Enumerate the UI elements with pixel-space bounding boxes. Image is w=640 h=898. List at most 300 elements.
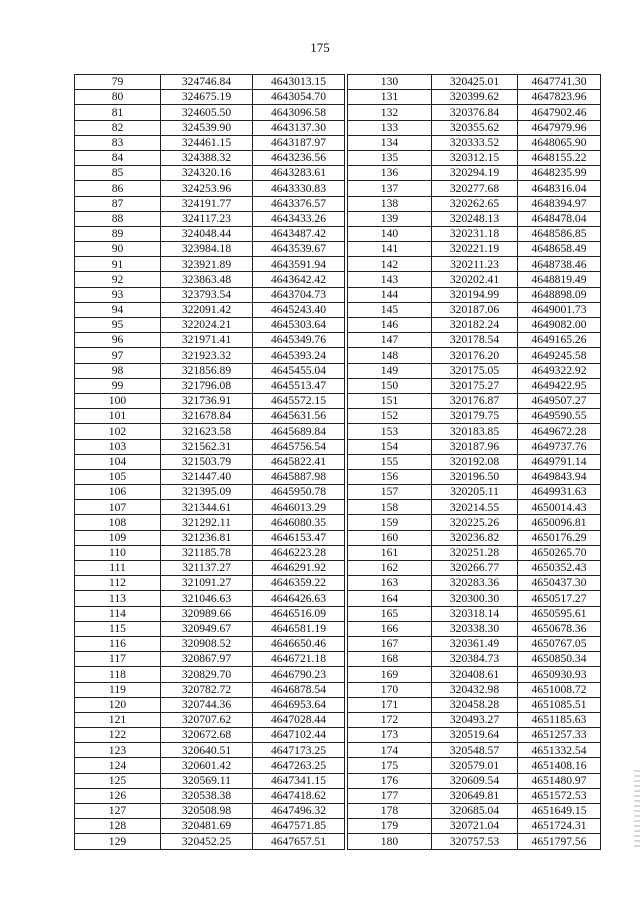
table-cell-point-number: 127 bbox=[75, 804, 161, 819]
table-cell-x-coordinate: 320579.01 bbox=[432, 758, 518, 773]
table-cell-x-coordinate: 320194.99 bbox=[432, 287, 518, 302]
table-cell-x-coordinate: 323793.54 bbox=[161, 287, 253, 302]
table-cell-x-coordinate: 320399.62 bbox=[432, 90, 518, 105]
table-cell-y-coordinate: 4645572.15 bbox=[253, 393, 345, 408]
table-row bbox=[75, 409, 601, 424]
table-cell-point-number: 141 bbox=[348, 242, 432, 257]
table-cell-y-coordinate: 4645243.40 bbox=[253, 302, 345, 317]
table-row bbox=[75, 576, 601, 591]
table-cell-y-coordinate: 4651332.54 bbox=[518, 743, 601, 758]
table-row bbox=[75, 105, 601, 120]
table-row bbox=[75, 530, 601, 545]
table-cell-y-coordinate: 4645513.47 bbox=[253, 378, 345, 393]
table-cell-point-number: 179 bbox=[348, 819, 432, 834]
table-cell-x-coordinate: 320205.11 bbox=[432, 485, 518, 500]
table-cell-point-number: 86 bbox=[75, 181, 161, 196]
table-cell-point-number: 117 bbox=[75, 652, 161, 667]
table-cell-x-coordinate: 320757.53 bbox=[432, 834, 518, 849]
table-row bbox=[75, 500, 601, 515]
table-cell-y-coordinate: 4646291.92 bbox=[253, 561, 345, 576]
table-cell-y-coordinate: 4643487.42 bbox=[253, 226, 345, 241]
table-cell-y-coordinate: 4651185.63 bbox=[518, 712, 601, 727]
table-cell-x-coordinate: 322091.42 bbox=[161, 302, 253, 317]
table-cell-x-coordinate: 321971.41 bbox=[161, 333, 253, 348]
table-cell-x-coordinate: 320175.05 bbox=[432, 363, 518, 378]
table-row bbox=[75, 819, 601, 834]
table-cell-point-number: 159 bbox=[348, 515, 432, 530]
table-cell-y-coordinate: 4648478.04 bbox=[518, 211, 601, 226]
table-row bbox=[75, 348, 601, 363]
table-cell-x-coordinate: 320908.52 bbox=[161, 636, 253, 651]
table-cell-y-coordinate: 4650767.05 bbox=[518, 636, 601, 651]
table-cell-point-number: 163 bbox=[348, 576, 432, 591]
table-row bbox=[75, 363, 601, 378]
table-row bbox=[75, 697, 601, 712]
table-cell-y-coordinate: 4651008.72 bbox=[518, 682, 601, 697]
table-cell-y-coordinate: 4646359.22 bbox=[253, 576, 345, 591]
table-row bbox=[75, 591, 601, 606]
table-cell-x-coordinate: 321678.84 bbox=[161, 409, 253, 424]
table-cell-x-coordinate: 322024.21 bbox=[161, 318, 253, 333]
table-row bbox=[75, 621, 601, 636]
table-cell-x-coordinate: 320452.25 bbox=[161, 834, 253, 849]
table-cell-point-number: 150 bbox=[348, 378, 432, 393]
table-row bbox=[75, 773, 601, 788]
table-cell-x-coordinate: 320338.30 bbox=[432, 621, 518, 636]
table-cell-x-coordinate: 320196.50 bbox=[432, 469, 518, 484]
table-row bbox=[75, 515, 601, 530]
table-cell-x-coordinate: 320266.77 bbox=[432, 561, 518, 576]
table-cell-y-coordinate: 4647902.46 bbox=[518, 105, 601, 120]
table-cell-y-coordinate: 4649791.14 bbox=[518, 454, 601, 469]
table-cell-x-coordinate: 320202.41 bbox=[432, 272, 518, 287]
table-cell-x-coordinate: 320176.20 bbox=[432, 348, 518, 363]
table-cell-x-coordinate: 323921.89 bbox=[161, 257, 253, 272]
table-cell-y-coordinate: 4643054.70 bbox=[253, 90, 345, 105]
table-cell-point-number: 158 bbox=[348, 500, 432, 515]
table-cell-x-coordinate: 321503.79 bbox=[161, 454, 253, 469]
table-cell-x-coordinate: 321137.27 bbox=[161, 561, 253, 576]
table-cell-x-coordinate: 324605.50 bbox=[161, 105, 253, 120]
table-row bbox=[75, 606, 601, 621]
table-cell-x-coordinate: 320432.98 bbox=[432, 682, 518, 697]
table-row bbox=[75, 561, 601, 576]
table-row bbox=[75, 287, 601, 302]
table-cell-y-coordinate: 4651408.16 bbox=[518, 758, 601, 773]
table-cell-x-coordinate: 320685.04 bbox=[432, 804, 518, 819]
table-cell-point-number: 110 bbox=[75, 545, 161, 560]
table-cell-x-coordinate: 324191.77 bbox=[161, 196, 253, 211]
table-cell-x-coordinate: 320867.97 bbox=[161, 652, 253, 667]
table-cell-point-number: 138 bbox=[348, 196, 432, 211]
table-cell-x-coordinate: 320318.14 bbox=[432, 606, 518, 621]
table-cell-point-number: 149 bbox=[348, 363, 432, 378]
table-cell-point-number: 175 bbox=[348, 758, 432, 773]
table-row bbox=[75, 743, 601, 758]
table-cell-x-coordinate: 320283.36 bbox=[432, 576, 518, 591]
table-cell-point-number: 114 bbox=[75, 606, 161, 621]
table-cell-point-number: 132 bbox=[348, 105, 432, 120]
table-cell-point-number: 119 bbox=[75, 682, 161, 697]
table-cell-point-number: 91 bbox=[75, 257, 161, 272]
table-cell-x-coordinate: 320178.54 bbox=[432, 333, 518, 348]
table-cell-y-coordinate: 4648316.04 bbox=[518, 181, 601, 196]
table-cell-x-coordinate: 320355.62 bbox=[432, 120, 518, 135]
table-cell-x-coordinate: 321856.89 bbox=[161, 363, 253, 378]
table-cell-x-coordinate: 320248.13 bbox=[432, 211, 518, 226]
table-cell-point-number: 180 bbox=[348, 834, 432, 849]
table-cell-x-coordinate: 320183.85 bbox=[432, 424, 518, 439]
table-cell-y-coordinate: 4646650.46 bbox=[253, 636, 345, 651]
table-cell-point-number: 96 bbox=[75, 333, 161, 348]
table-cell-y-coordinate: 4651085.51 bbox=[518, 697, 601, 712]
table-cell-point-number: 80 bbox=[75, 90, 161, 105]
table-row bbox=[75, 485, 601, 500]
table-row bbox=[75, 135, 601, 150]
table-row bbox=[75, 333, 601, 348]
table-cell-point-number: 102 bbox=[75, 424, 161, 439]
table-row bbox=[75, 424, 601, 439]
table-cell-x-coordinate: 320408.61 bbox=[432, 667, 518, 682]
table-cell-y-coordinate: 4648819.49 bbox=[518, 272, 601, 287]
table-cell-y-coordinate: 4649507.27 bbox=[518, 393, 601, 408]
table-cell-x-coordinate: 320376.84 bbox=[432, 105, 518, 120]
table-cell-point-number: 160 bbox=[348, 530, 432, 545]
table-cell-point-number: 142 bbox=[348, 257, 432, 272]
table-cell-point-number: 133 bbox=[348, 120, 432, 135]
table-cell-x-coordinate: 321395.09 bbox=[161, 485, 253, 500]
table-cell-x-coordinate: 321236.81 bbox=[161, 530, 253, 545]
table-cell-point-number: 123 bbox=[75, 743, 161, 758]
table-cell-y-coordinate: 4645455.04 bbox=[253, 363, 345, 378]
table-cell-point-number: 156 bbox=[348, 469, 432, 484]
table-cell-point-number: 139 bbox=[348, 211, 432, 226]
table-cell-y-coordinate: 4645349.76 bbox=[253, 333, 345, 348]
table-row bbox=[75, 454, 601, 469]
table-cell-point-number: 100 bbox=[75, 393, 161, 408]
table-cell-y-coordinate: 4651797.56 bbox=[518, 834, 601, 849]
table-cell-x-coordinate: 324253.96 bbox=[161, 181, 253, 196]
table-row bbox=[75, 181, 601, 196]
table-cell-point-number: 88 bbox=[75, 211, 161, 226]
table-row bbox=[75, 545, 601, 560]
table-cell-y-coordinate: 4646426.63 bbox=[253, 591, 345, 606]
table-row bbox=[75, 226, 601, 241]
table-cell-y-coordinate: 4645631.56 bbox=[253, 409, 345, 424]
table-cell-y-coordinate: 4650437.30 bbox=[518, 576, 601, 591]
table-cell-x-coordinate: 320672.68 bbox=[161, 728, 253, 743]
table-cell-point-number: 126 bbox=[75, 788, 161, 803]
table-cell-x-coordinate: 324048.44 bbox=[161, 226, 253, 241]
table-row bbox=[75, 393, 601, 408]
table-cell-point-number: 140 bbox=[348, 226, 432, 241]
table-cell-y-coordinate: 4646581.19 bbox=[253, 621, 345, 636]
table-cell-x-coordinate: 320829.70 bbox=[161, 667, 253, 682]
table-cell-y-coordinate: 4645689.84 bbox=[253, 424, 345, 439]
table-row bbox=[75, 728, 601, 743]
table-cell-y-coordinate: 4649322.92 bbox=[518, 363, 601, 378]
table-cell-x-coordinate: 320192.08 bbox=[432, 454, 518, 469]
table-row bbox=[75, 242, 601, 257]
table-cell-x-coordinate: 320179.75 bbox=[432, 409, 518, 424]
table-cell-y-coordinate: 4649590.55 bbox=[518, 409, 601, 424]
table-cell-y-coordinate: 4651257.33 bbox=[518, 728, 601, 743]
table-cell-x-coordinate: 324461.15 bbox=[161, 135, 253, 150]
table-row bbox=[75, 211, 601, 226]
table-cell-point-number: 97 bbox=[75, 348, 161, 363]
table-cell-y-coordinate: 4643013.15 bbox=[253, 75, 345, 90]
table-cell-x-coordinate: 320782.72 bbox=[161, 682, 253, 697]
table-cell-x-coordinate: 320312.15 bbox=[432, 150, 518, 165]
table-cell-point-number: 106 bbox=[75, 485, 161, 500]
table-cell-x-coordinate: 320707.62 bbox=[161, 712, 253, 727]
table-cell-point-number: 129 bbox=[75, 834, 161, 849]
table-cell-x-coordinate: 320721.04 bbox=[432, 819, 518, 834]
table-cell-x-coordinate: 320251.28 bbox=[432, 545, 518, 560]
table-cell-point-number: 164 bbox=[348, 591, 432, 606]
table-cell-point-number: 151 bbox=[348, 393, 432, 408]
table-cell-point-number: 157 bbox=[348, 485, 432, 500]
table-cell-point-number: 121 bbox=[75, 712, 161, 727]
table-cell-x-coordinate: 320187.96 bbox=[432, 439, 518, 454]
table-cell-x-coordinate: 321292.11 bbox=[161, 515, 253, 530]
table-cell-point-number: 144 bbox=[348, 287, 432, 302]
page-number: 175 bbox=[310, 40, 330, 55]
table-cell-point-number: 145 bbox=[348, 302, 432, 317]
table-cell-y-coordinate: 4648586.85 bbox=[518, 226, 601, 241]
table-cell-y-coordinate: 4645822.41 bbox=[253, 454, 345, 469]
table-cell-y-coordinate: 4643283.61 bbox=[253, 166, 345, 181]
table-cell-y-coordinate: 4649165.26 bbox=[518, 333, 601, 348]
table-row bbox=[75, 75, 601, 90]
table-cell-x-coordinate: 320649.81 bbox=[432, 788, 518, 803]
table-cell-x-coordinate: 324388.32 bbox=[161, 150, 253, 165]
table-cell-point-number: 112 bbox=[75, 576, 161, 591]
table-cell-y-coordinate: 4650517.27 bbox=[518, 591, 601, 606]
table-cell-point-number: 135 bbox=[348, 150, 432, 165]
table-cell-point-number: 105 bbox=[75, 469, 161, 484]
table-cell-point-number: 143 bbox=[348, 272, 432, 287]
table-cell-point-number: 122 bbox=[75, 728, 161, 743]
table-row bbox=[75, 166, 601, 181]
table-cell-y-coordinate: 4649082.00 bbox=[518, 318, 601, 333]
table-cell-x-coordinate: 321091.27 bbox=[161, 576, 253, 591]
table-cell-y-coordinate: 4646153.47 bbox=[253, 530, 345, 545]
table-cell-y-coordinate: 4649422.95 bbox=[518, 378, 601, 393]
table-row bbox=[75, 834, 601, 849]
table-cell-y-coordinate: 4648065.90 bbox=[518, 135, 601, 150]
table-cell-x-coordinate: 320744.36 bbox=[161, 697, 253, 712]
table-cell-y-coordinate: 4646790.23 bbox=[253, 667, 345, 682]
table-row bbox=[75, 804, 601, 819]
table-cell-y-coordinate: 4650930.93 bbox=[518, 667, 601, 682]
table-cell-point-number: 174 bbox=[348, 743, 432, 758]
table-cell-y-coordinate: 4643433.26 bbox=[253, 211, 345, 226]
table-cell-point-number: 118 bbox=[75, 667, 161, 682]
table-cell-point-number: 98 bbox=[75, 363, 161, 378]
table-cell-point-number: 81 bbox=[75, 105, 161, 120]
table-cell-x-coordinate: 320949.67 bbox=[161, 621, 253, 636]
table-cell-point-number: 167 bbox=[348, 636, 432, 651]
table-cell-point-number: 148 bbox=[348, 348, 432, 363]
table-cell-x-coordinate: 320548.57 bbox=[432, 743, 518, 758]
table-cell-point-number: 136 bbox=[348, 166, 432, 181]
table-cell-y-coordinate: 4648898.09 bbox=[518, 287, 601, 302]
table-cell-y-coordinate: 4646080.35 bbox=[253, 515, 345, 530]
table-cell-point-number: 137 bbox=[348, 181, 432, 196]
table-cell-x-coordinate: 321185.78 bbox=[161, 545, 253, 560]
table-cell-point-number: 178 bbox=[348, 804, 432, 819]
table-cell-point-number: 101 bbox=[75, 409, 161, 424]
table-cell-x-coordinate: 321447.40 bbox=[161, 469, 253, 484]
table-cell-y-coordinate: 4651572.53 bbox=[518, 788, 601, 803]
table-cell-y-coordinate: 4643187.97 bbox=[253, 135, 345, 150]
table-cell-x-coordinate: 320333.52 bbox=[432, 135, 518, 150]
table-cell-y-coordinate: 4645887.98 bbox=[253, 469, 345, 484]
table-cell-x-coordinate: 320182.24 bbox=[432, 318, 518, 333]
table-cell-y-coordinate: 4643096.58 bbox=[253, 105, 345, 120]
table-cell-point-number: 79 bbox=[75, 75, 161, 90]
table-cell-x-coordinate: 321796.08 bbox=[161, 378, 253, 393]
table-cell-x-coordinate: 324117.23 bbox=[161, 211, 253, 226]
table-cell-y-coordinate: 4647341.15 bbox=[253, 773, 345, 788]
table-row bbox=[75, 196, 601, 211]
table-cell-y-coordinate: 4651480.97 bbox=[518, 773, 601, 788]
table-cell-y-coordinate: 4647979.96 bbox=[518, 120, 601, 135]
table-cell-y-coordinate: 4643642.42 bbox=[253, 272, 345, 287]
table-cell-x-coordinate: 324539.90 bbox=[161, 120, 253, 135]
table-cell-y-coordinate: 4648235.99 bbox=[518, 166, 601, 181]
table-cell-y-coordinate: 4647496.32 bbox=[253, 804, 345, 819]
table-cell-x-coordinate: 323863.48 bbox=[161, 272, 253, 287]
scan-noise bbox=[634, 770, 640, 850]
table-cell-point-number: 155 bbox=[348, 454, 432, 469]
table-cell-x-coordinate: 324746.84 bbox=[161, 75, 253, 90]
table-cell-x-coordinate: 320300.30 bbox=[432, 591, 518, 606]
coordinate-table bbox=[74, 74, 601, 850]
table-cell-y-coordinate: 4649737.76 bbox=[518, 439, 601, 454]
table-cell-point-number: 177 bbox=[348, 788, 432, 803]
table-cell-y-coordinate: 4646953.64 bbox=[253, 697, 345, 712]
table-cell-point-number: 85 bbox=[75, 166, 161, 181]
table-cell-point-number: 134 bbox=[348, 135, 432, 150]
table-cell-y-coordinate: 4649001.73 bbox=[518, 302, 601, 317]
table-cell-y-coordinate: 4645393.24 bbox=[253, 348, 345, 363]
table-row bbox=[75, 272, 601, 287]
table-cell-x-coordinate: 320231.18 bbox=[432, 226, 518, 241]
table-cell-y-coordinate: 4648658.49 bbox=[518, 242, 601, 257]
table-cell-x-coordinate: 320221.19 bbox=[432, 242, 518, 257]
table-row bbox=[75, 469, 601, 484]
table-cell-point-number: 115 bbox=[75, 621, 161, 636]
table-cell-x-coordinate: 320569.11 bbox=[161, 773, 253, 788]
table-cell-point-number: 82 bbox=[75, 120, 161, 135]
table-cell-y-coordinate: 4647657.51 bbox=[253, 834, 345, 849]
table-cell-point-number: 83 bbox=[75, 135, 161, 150]
table-cell-y-coordinate: 4649843.94 bbox=[518, 469, 601, 484]
table-cell-x-coordinate: 320225.26 bbox=[432, 515, 518, 530]
table-cell-point-number: 131 bbox=[348, 90, 432, 105]
table-cell-x-coordinate: 320538.38 bbox=[161, 788, 253, 803]
table-cell-y-coordinate: 4646013.29 bbox=[253, 500, 345, 515]
table-cell-x-coordinate: 320481.69 bbox=[161, 819, 253, 834]
table-cell-x-coordinate: 323984.18 bbox=[161, 242, 253, 257]
table-cell-point-number: 103 bbox=[75, 439, 161, 454]
table-cell-x-coordinate: 320609.54 bbox=[432, 773, 518, 788]
table-cell-x-coordinate: 320425.01 bbox=[432, 75, 518, 90]
table-cell-point-number: 147 bbox=[348, 333, 432, 348]
table-cell-y-coordinate: 4650014.43 bbox=[518, 500, 601, 515]
table-cell-y-coordinate: 4647263.25 bbox=[253, 758, 345, 773]
table-cell-x-coordinate: 320989.66 bbox=[161, 606, 253, 621]
table-row bbox=[75, 682, 601, 697]
table-cell-point-number: 128 bbox=[75, 819, 161, 834]
table-cell-x-coordinate: 321736.91 bbox=[161, 393, 253, 408]
table-cell-point-number: 168 bbox=[348, 652, 432, 667]
table-cell-y-coordinate: 4650850.34 bbox=[518, 652, 601, 667]
table-row bbox=[75, 318, 601, 333]
table-cell-point-number: 107 bbox=[75, 500, 161, 515]
table-cell-point-number: 84 bbox=[75, 150, 161, 165]
table-cell-point-number: 171 bbox=[348, 697, 432, 712]
table-cell-y-coordinate: 4650176.29 bbox=[518, 530, 601, 545]
table-cell-x-coordinate: 320640.51 bbox=[161, 743, 253, 758]
table-cell-x-coordinate: 320277.68 bbox=[432, 181, 518, 196]
table-cell-x-coordinate: 321562.31 bbox=[161, 439, 253, 454]
table-cell-point-number: 169 bbox=[348, 667, 432, 682]
table-cell-point-number: 89 bbox=[75, 226, 161, 241]
table-cell-point-number: 153 bbox=[348, 424, 432, 439]
table-cell-x-coordinate: 320519.64 bbox=[432, 728, 518, 743]
table-cell-x-coordinate: 320214.55 bbox=[432, 500, 518, 515]
table-row bbox=[75, 758, 601, 773]
table-cell-x-coordinate: 320187.06 bbox=[432, 302, 518, 317]
table-cell-point-number: 93 bbox=[75, 287, 161, 302]
table-row bbox=[75, 302, 601, 317]
table-cell-y-coordinate: 4643704.73 bbox=[253, 287, 345, 302]
table-row bbox=[75, 120, 601, 135]
table-cell-y-coordinate: 4648738.46 bbox=[518, 257, 601, 272]
table-cell-x-coordinate: 320175.27 bbox=[432, 378, 518, 393]
table-cell-x-coordinate: 320236.82 bbox=[432, 530, 518, 545]
table-cell-y-coordinate: 4643591.94 bbox=[253, 257, 345, 272]
table-cell-y-coordinate: 4643236.56 bbox=[253, 150, 345, 165]
table-cell-y-coordinate: 4648155.22 bbox=[518, 150, 601, 165]
table-cell-x-coordinate: 320262.65 bbox=[432, 196, 518, 211]
table-cell-x-coordinate: 320508.98 bbox=[161, 804, 253, 819]
table-cell-y-coordinate: 4643137.30 bbox=[253, 120, 345, 135]
table-cell-point-number: 92 bbox=[75, 272, 161, 287]
table-cell-point-number: 124 bbox=[75, 758, 161, 773]
table-cell-x-coordinate: 321046.63 bbox=[161, 591, 253, 606]
table-cell-point-number: 146 bbox=[348, 318, 432, 333]
table-cell-y-coordinate: 4650265.70 bbox=[518, 545, 601, 560]
table-cell-point-number: 94 bbox=[75, 302, 161, 317]
table-cell-point-number: 90 bbox=[75, 242, 161, 257]
table-cell-x-coordinate: 321344.61 bbox=[161, 500, 253, 515]
table-cell-x-coordinate: 320458.28 bbox=[432, 697, 518, 712]
table-row bbox=[75, 652, 601, 667]
table-cell-y-coordinate: 4650352.43 bbox=[518, 561, 601, 576]
table-cell-point-number: 108 bbox=[75, 515, 161, 530]
table-cell-x-coordinate: 320294.19 bbox=[432, 166, 518, 181]
table-cell-y-coordinate: 4651724.31 bbox=[518, 819, 601, 834]
table-cell-y-coordinate: 4649245.58 bbox=[518, 348, 601, 363]
table-cell-y-coordinate: 4646223.28 bbox=[253, 545, 345, 560]
table-cell-x-coordinate: 321923.32 bbox=[161, 348, 253, 363]
table-cell-point-number: 125 bbox=[75, 773, 161, 788]
table-cell-point-number: 152 bbox=[348, 409, 432, 424]
